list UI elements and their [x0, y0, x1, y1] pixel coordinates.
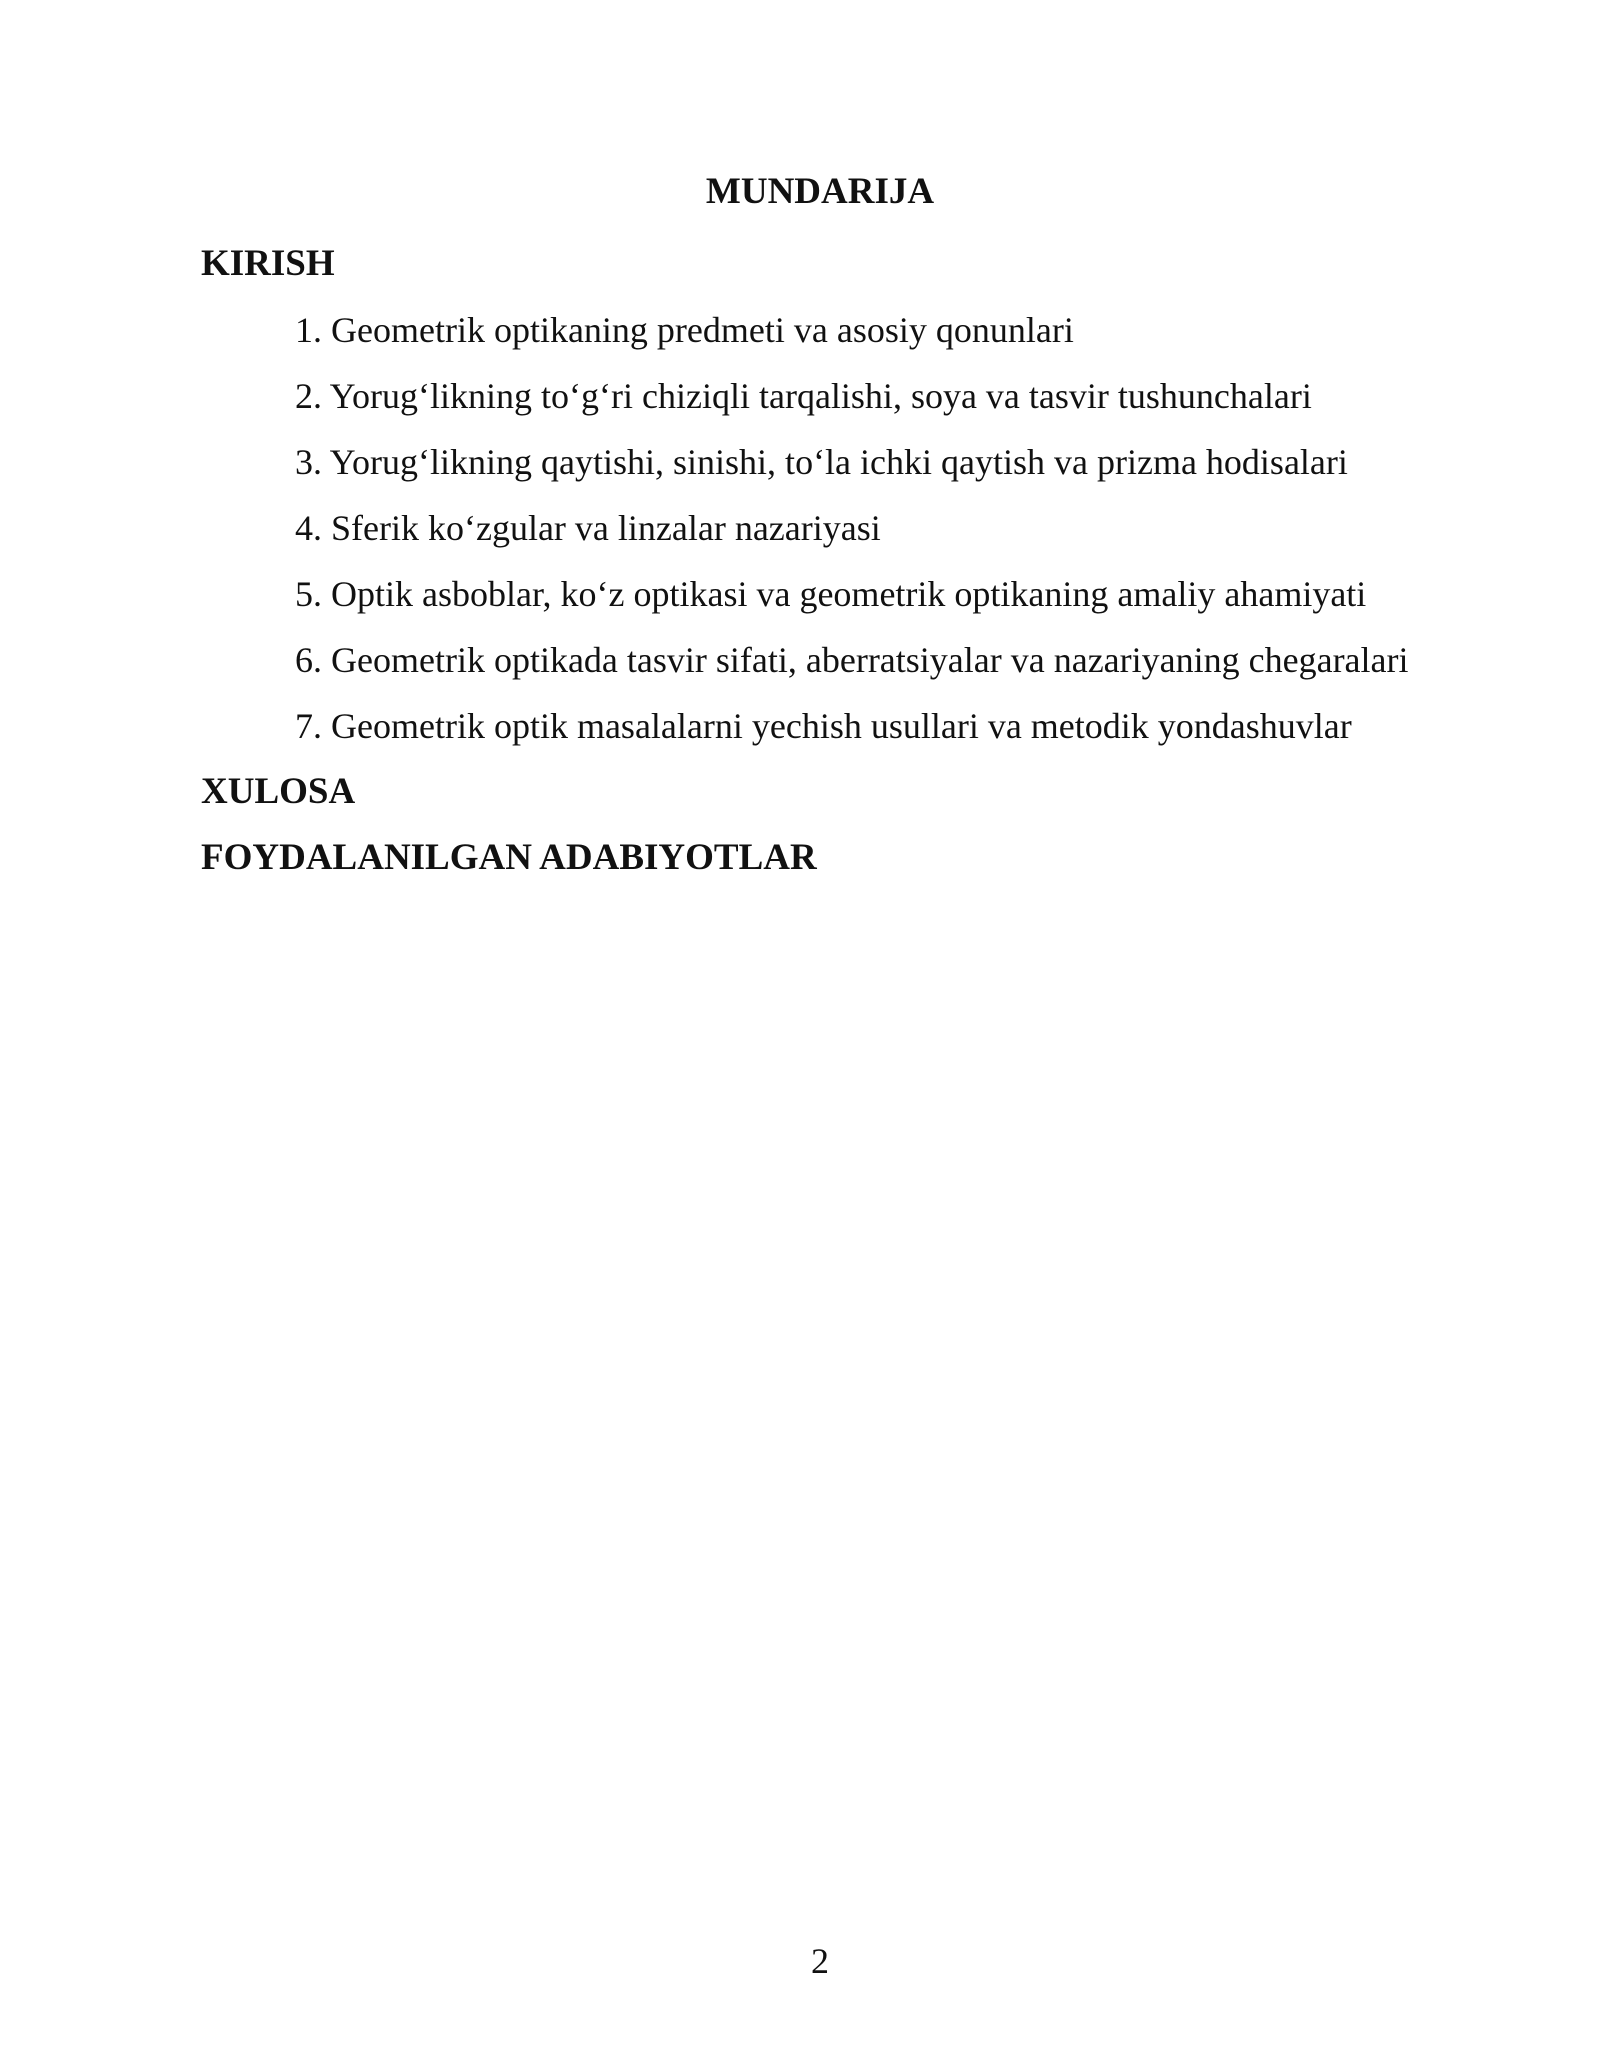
- toc-list: [295, 306, 1409, 768]
- page-number: 2: [811, 1941, 829, 1981]
- toc-heading-kirish: KIRISH: [201, 243, 335, 284]
- toc-item: 6. Geometrik optikada tasvir sifati, aberratsiyalar va nazariyaning chegaralari: [295, 640, 1409, 680]
- toc-heading-xulosa: XULOSA: [201, 771, 356, 812]
- page-title: MUNDARIJA: [705, 171, 935, 212]
- toc-item: 5. Optik asboblar, ko‘z optikasi va geometrik optikaning amaliy ahamiyati: [295, 574, 1367, 614]
- toc-item: 2. Yorug‘likning to‘g‘ri chiziqli tarqalishi, soya va tasvir tushunchalari: [295, 376, 1312, 416]
- toc-item: 7. Geometrik optik masalalarni yechish usullari va metodik yondashuvlar: [295, 706, 1352, 746]
- toc-heading-references: FOYDALANILGAN ADABIYOTLAR: [201, 837, 817, 878]
- toc-item: 3. Yorug‘likning qaytishi, sinishi, to‘la ichki qaytish va prizma hodisalari: [295, 442, 1348, 482]
- toc-item: 1. Geometrik optikaning predmeti va asosiy qonunlari: [295, 310, 1074, 350]
- toc-item: 4. Sferik ko‘zgular va linzalar nazariyasi: [295, 508, 881, 548]
